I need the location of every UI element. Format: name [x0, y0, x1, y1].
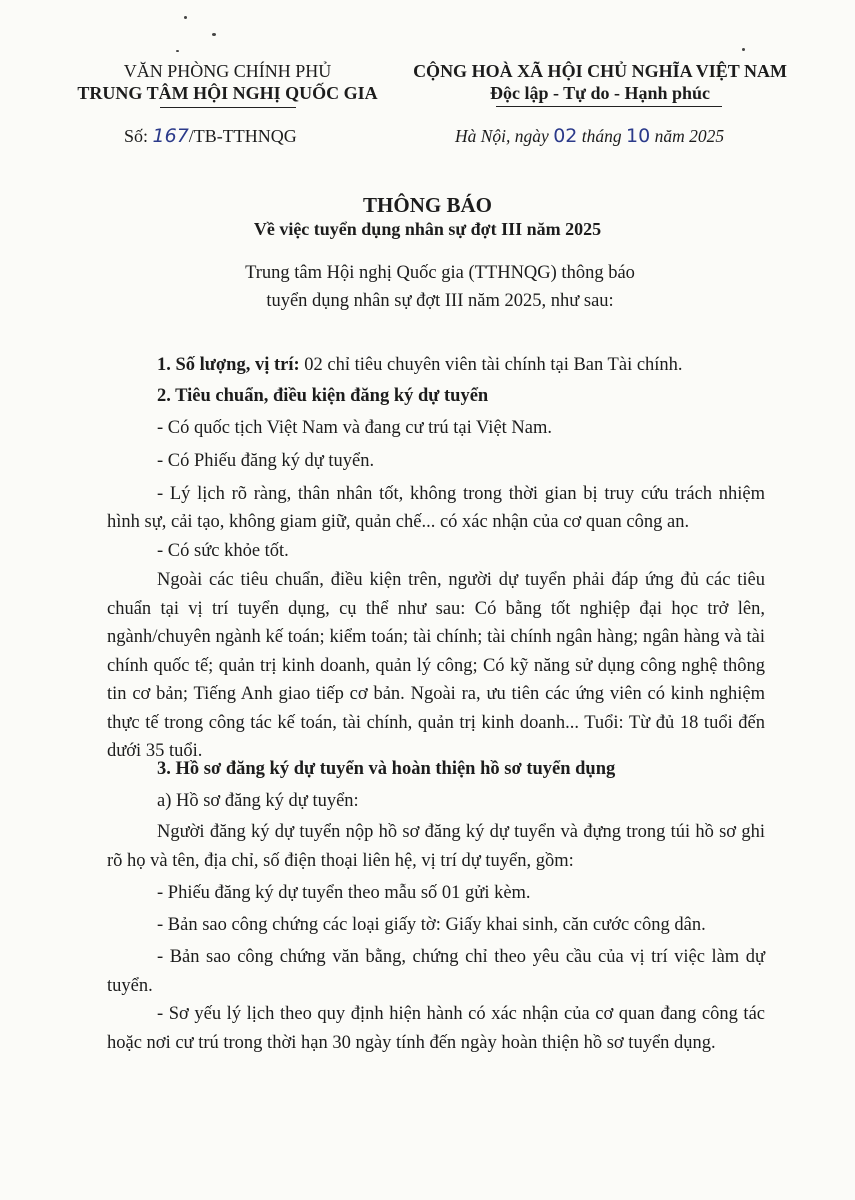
- dossier-item: - Bản sao công chứng văn bằng, chứng chỉ theo yêu cầu của vị trí việc làm dự tuyển.: [107, 947, 765, 996]
- handwritten-month: 10: [626, 125, 651, 147]
- date-place: Hà Nội, ngày: [455, 126, 549, 146]
- agency-underline: [160, 107, 296, 108]
- nation-motto: Độc lập - Tự do - Hạnh phúc: [489, 83, 711, 103]
- scan-speck: [176, 50, 179, 52]
- section-quantity: [107, 352, 765, 380]
- dossier-item: - Phiếu đăng ký dự tuyển theo mẫu số 01 gửi kèm.: [157, 883, 531, 903]
- scan-speck: [184, 16, 187, 19]
- agency-parent: VĂN PHÒNG CHÍNH PHỦ: [123, 61, 332, 81]
- handwritten-day: 02: [553, 125, 578, 147]
- document-number: [124, 125, 297, 147]
- section-3-heading: 3. Hồ sơ đăng ký dự tuyển và hoàn thiện hồ sơ tuyển dụng: [157, 759, 616, 779]
- nation-name: CỘNG HOÀ XÃ HỘI CHỦ NGHĨA VIỆT NAM: [413, 61, 787, 81]
- motto-underline: [496, 106, 722, 107]
- section-1-heading: 1. Số lượng, vị trí:: [157, 355, 300, 375]
- requirement-paragraph: Ngoài các tiêu chuẩn, điều kiện trên, người dự tuyển phải đáp ứng đủ các tiêu chuẩn tại vị trí tuyển dụng, cụ thể như sau: Có bằng tốt nghiệp đại học trở lên, ngành/chuyên ngành kế toán; kiểm toán; tài chính; tài chính ngân hàng; ngân hàng và tài chính quốc tế; quản trị kinh doanh, quản lý công; Có kỹ năng sử dụng công nghệ thông tin cơ bản; Tiếng Anh giao tiếp cơ bản. Ngoài ra, ưu tiên các ứng viên có kinh nghiệm thực tế trong công tác kế toán, tài chính, quản trị kinh doanh... Tuổi: Từ đủ 18 tuổi đến dưới 35 tuổi.: [107, 570, 765, 761]
- date-year: năm 2025: [654, 126, 725, 146]
- dossier-paragraph: Người đăng ký dự tuyển nộp hồ sơ đăng ký dự tuyển và đựng trong túi hồ sơ ghi rõ họ và tên, địa chỉ, số điện thoại liên hệ, vị trí dự tuyển, gồm:: [107, 822, 765, 871]
- requirement-item: - Có quốc tịch Việt Nam và đang cư trú tại Việt Nam.: [157, 418, 553, 438]
- requirement-item: - Có sức khỏe tốt.: [157, 541, 289, 561]
- scan-speck: [212, 33, 216, 36]
- scan-speck: [742, 48, 745, 51]
- document-title: THÔNG BÁO: [363, 193, 492, 217]
- national-title: [405, 60, 795, 104]
- section-2-heading: 2. Tiêu chuẩn, điều kiện đăng ký dự tuyển: [157, 386, 489, 406]
- dossier-item: - Bản sao công chứng các loại giấy tờ: Giấy khai sinh, căn cước công dân.: [157, 915, 706, 935]
- date-month-label: tháng: [581, 126, 622, 146]
- document-subtitle: Về việc tuyển dụng nhân sự đợt III năm 2025: [253, 219, 602, 239]
- issuing-agency: [75, 60, 380, 104]
- number-label: Số:: [124, 126, 149, 146]
- handwritten-number: 167: [152, 125, 189, 147]
- agency-name: TRUNG TÂM HỘI NGHỊ QUỐC GIA: [77, 83, 378, 103]
- section-3a-heading: a) Hồ sơ đăng ký dự tuyển:: [157, 791, 359, 811]
- requirement-item: - Có Phiếu đăng ký dự tuyển.: [157, 451, 375, 471]
- section-1-text: 02 chỉ tiêu chuyên viên tài chính tại Ban Tài chính.: [299, 355, 683, 375]
- requirement-item: - Lý lịch rõ ràng, thân nhân tốt, không trong thời gian bị truy cứu trách nhiệm hình sự, cải tạo, không giam giữ, quản chế... có xác nhận của cơ quan công an.: [107, 484, 765, 532]
- dossier-item: - Sơ yếu lý lịch theo quy định hiện hành có xác nhận của cơ quan đang công tác hoặc nơi cư trú trong thời hạn 30 ngày tính đến ngày hoàn thiện hồ sơ tuyển dụng.: [107, 1004, 765, 1053]
- intro-paragraph: Trung tâm Hội nghị Quốc gia (TTHNQG) thông báo tuyển dụng nhân sự đợt III năm 2025, như sau:: [245, 263, 635, 311]
- number-code: /TB-TTHNQG: [188, 126, 297, 146]
- document-date: [455, 125, 724, 147]
